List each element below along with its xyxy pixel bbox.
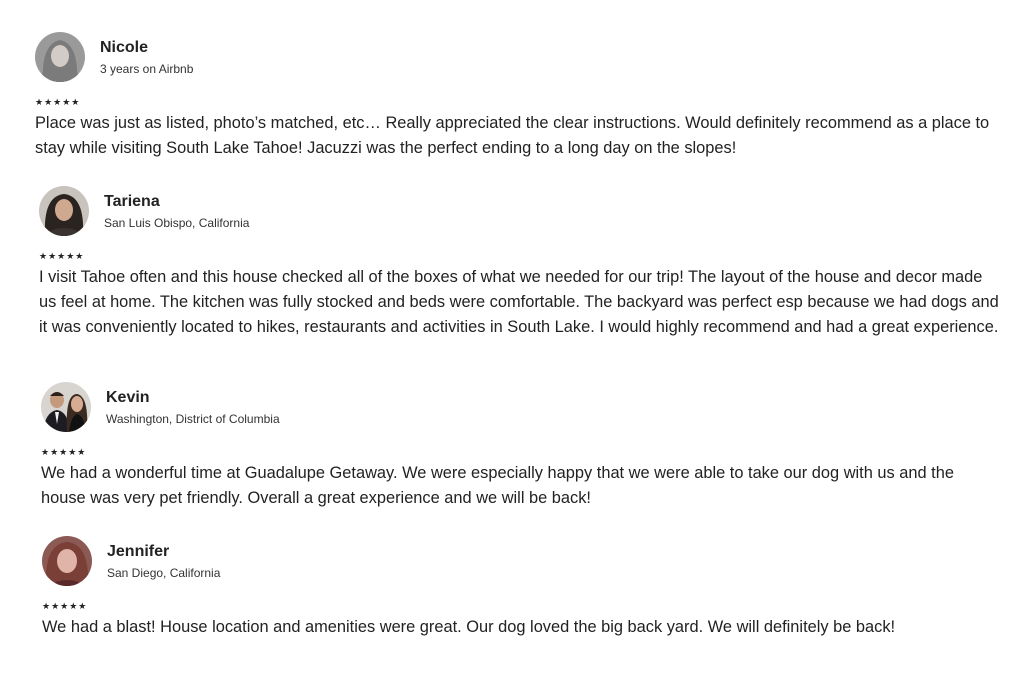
reviewer-info [104,192,249,231]
review-text: We had a wonderful time at Guadalupe Getaway. We were especially happy that we were able to take our dog with us and the house was very pet friendly. Overall a great experience and we will be back! [41,464,954,507]
review-header [41,381,1001,433]
avatar[interactable] [35,32,85,82]
review-card [39,185,999,340]
reviewer-info [107,542,220,581]
avatar[interactable] [39,186,89,236]
review-text: Place was just as listed, photo’s matched, etc… Really appreciated the clear instructions. Would definitely recommend as a place to stay while visiting South Lake Tahoe! Jacuzzi was the perfect ending to a long day on the slopes! [35,114,990,157]
reviewer-name[interactable]: Nicole [100,38,149,56]
reviewer-info [106,388,280,427]
reviewer-subtitle: San Diego, California [107,565,221,580]
avatar[interactable] [41,382,91,432]
review-header [35,31,995,83]
star-rating: ★★★★★ [39,251,85,261]
reviewer-info [100,38,193,77]
review-text: We had a blast! House location and amenities were great. Our dog loved the big back yard. We will definitely be back! [42,618,896,636]
star-rating: ★★★★★ [41,447,87,457]
reviewer-name[interactable]: Kevin [106,388,150,406]
reviewer-subtitle: Washington, District of Columbia [106,411,280,426]
star-rating: ★★★★★ [42,601,88,611]
review-card [41,381,1001,511]
reviewer-name[interactable]: Tariena [104,192,160,210]
reviewer-subtitle: San Luis Obispo, California [104,215,250,230]
reviewer-subtitle: 3 years on Airbnb [100,61,194,76]
avatar[interactable] [42,536,92,586]
review-text: I visit Tahoe often and this house checked all of the boxes of what we needed for our trip! The layout of the house and decor made us feel at home. The kitchen was fully stocked and beds were comfortable. The backyard was perfect esp because we had dogs and it was conveniently located to hikes, restaurants and activities in South Lake. I would highly recommend and had a great experience. [39,268,999,336]
review-header [42,535,1002,587]
review-header [39,185,999,237]
review-card [42,535,1002,640]
star-rating: ★★★★★ [35,97,81,107]
reviewer-name[interactable]: Jennifer [107,542,170,560]
review-card [35,31,995,161]
